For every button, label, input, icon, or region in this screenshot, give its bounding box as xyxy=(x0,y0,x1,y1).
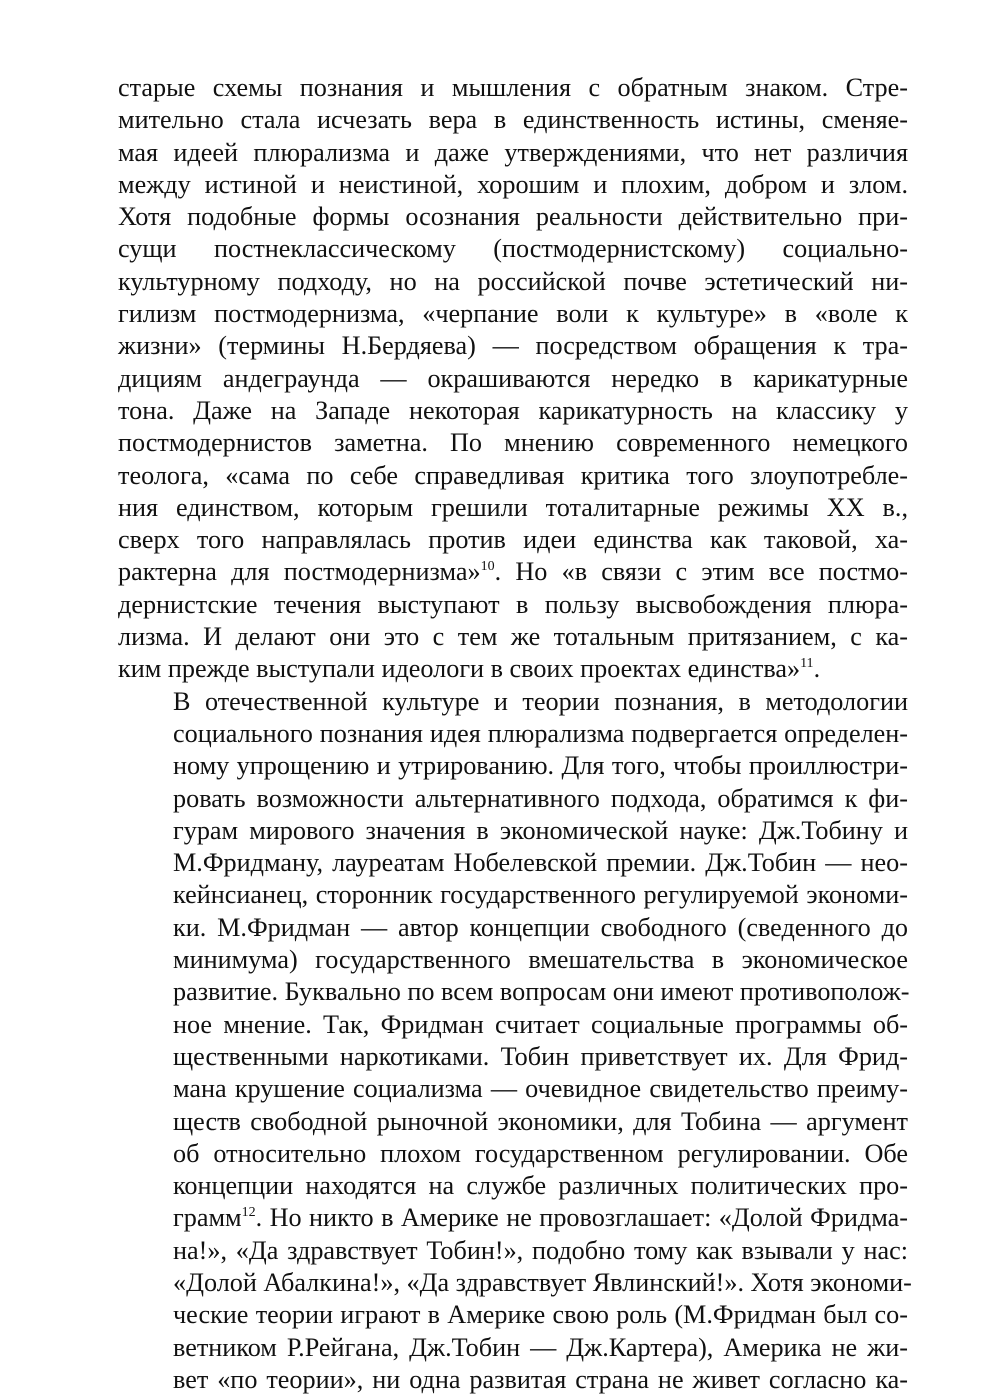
text-run: . Но «в связи с этим все постмо- xyxy=(494,557,908,587)
text-line xyxy=(118,1299,908,1331)
paragraph xyxy=(118,72,908,686)
text-run: мана крушение социализма — очевидное свидетельство преиму- xyxy=(173,1074,908,1104)
text-line xyxy=(118,815,908,847)
footnote-marker: 12 xyxy=(241,1205,256,1221)
text-run: ки. М.Фридман — автор концепции свободного (сведенного до xyxy=(173,912,908,942)
text-run: ное мнение. Так, Фридман считает социальные программы об- xyxy=(173,1009,908,1039)
text-line xyxy=(118,944,908,976)
text-run: лизма. И делают они это с тем же тотальным притязанием, с ка- xyxy=(118,622,908,652)
text-run: кейнсианец, сторонник государственного регулируемой экономи- xyxy=(173,880,908,910)
text-line xyxy=(118,1138,908,1170)
text-line xyxy=(118,1332,908,1364)
text-run: об относительно плохом государственном регулировании. Обе xyxy=(173,1138,908,1168)
text-line xyxy=(118,1170,908,1202)
text-run: щественными наркотиками. Тобин приветствует их. Для Фрид- xyxy=(173,1041,908,1071)
text-run: М.Фридману, лауреатам Нобелевской премии. Дж.Тобин — нео- xyxy=(173,848,908,878)
text-run: ветником Р.Рейгана, Дж.Тобин — Дж.Картера), Америка не жи- xyxy=(173,1332,908,1362)
text-run: рактерна для постмодернизма» xyxy=(118,557,481,587)
text-line xyxy=(118,460,908,492)
text-line xyxy=(118,524,908,556)
text-line xyxy=(118,427,908,459)
text-run: между истиной и неистиной, хорошим и плохим, добром и злом. xyxy=(118,169,908,199)
text-line xyxy=(118,363,908,395)
text-line xyxy=(118,233,908,265)
text-run: гурам мирового значения в экономической науке: Дж.Тобину и xyxy=(173,815,908,845)
text-run: «Долой Абалкина!», «Да здравствует Явлинский!». Хотя экономи- xyxy=(173,1267,912,1297)
text-line xyxy=(118,621,908,653)
text-line xyxy=(118,1009,908,1041)
footnote-marker: 10 xyxy=(480,559,495,575)
text-run: тона. Даже на Западе некоторая карикатурность на классику у xyxy=(118,395,908,425)
text-line xyxy=(118,556,908,588)
text-run: мая идеей плюрализма и даже утверждениями, что нет различия xyxy=(118,137,908,167)
paragraph xyxy=(118,686,912,1396)
text-line xyxy=(118,169,908,201)
text-run: старые схемы познания и мышления с обратным знаком. Стре- xyxy=(118,73,908,102)
text-run: . Но никто в Америке не провозглашает: «Долой Фридма- xyxy=(255,1203,908,1233)
page-body xyxy=(118,72,912,1396)
text-run: мительно стала исчезать вера в единственность истины, сменяе- xyxy=(118,105,908,135)
text-line xyxy=(118,1202,908,1234)
text-line xyxy=(118,266,908,298)
text-line xyxy=(118,72,908,104)
text-run: на!», «Да здравствует Тобин!», подобно тому как взывали у нас: xyxy=(173,1235,908,1265)
text-line xyxy=(118,847,908,879)
text-run: ким прежде выступали идеологи в своих проектах единства» xyxy=(118,654,801,684)
text-line xyxy=(118,1235,908,1267)
text-run: Хотя подобные формы осознания реальности действительно при- xyxy=(118,202,908,232)
text-run: вет «по теории», ни одна развитая страна не живет согласно ка- xyxy=(173,1364,908,1394)
text-line xyxy=(118,298,908,330)
text-run: ществ свободной рыночной экономики, для Тобина — аргумент xyxy=(173,1106,908,1136)
text-run: концепции находятся на службе различных политических про- xyxy=(173,1171,908,1201)
text-line xyxy=(118,104,908,136)
text-line xyxy=(118,492,908,524)
text-run: теолога, «сама по себе справедливая критика того злоупотребле- xyxy=(118,460,908,490)
text-line xyxy=(118,201,908,233)
text-run: гилизм постмодернизма, «черпание воли к культуре» в «воле к xyxy=(118,299,908,329)
text-line xyxy=(118,653,908,685)
text-line xyxy=(118,783,908,815)
text-line xyxy=(118,879,908,911)
text-run: минимума) государственного вмешательства в экономическое xyxy=(173,945,908,975)
text-line xyxy=(118,1106,908,1138)
text-line xyxy=(118,1267,912,1299)
text-line xyxy=(118,330,908,362)
text-run: сущи постнеклассическому (постмодернистскому) социально- xyxy=(118,234,908,264)
text-line xyxy=(118,718,908,750)
text-run: дициям андеграунда — окрашиваются нередко в карикатурные xyxy=(118,363,908,393)
text-run: ческие теории играют в Америке свою роль (М.Фридман был со- xyxy=(173,1300,908,1330)
footnote-marker: 11 xyxy=(800,656,814,672)
text-line xyxy=(118,912,908,944)
text-run: культурному подходу, но на российской почве эстетический ни- xyxy=(118,266,908,296)
text-run: развитие. Буквально по всем вопросам они имеют противополож- xyxy=(173,977,910,1007)
text-line xyxy=(118,750,908,782)
text-run: дернистские течения выступают в пользу высвобождения плюра- xyxy=(118,589,908,619)
text-run: социального познания идея плюрализма подвергается определен- xyxy=(173,718,908,748)
text-line xyxy=(118,1364,908,1396)
text-run: ния единством, которым грешили тоталитарные режимы XX в., xyxy=(118,492,908,522)
text-line xyxy=(118,589,908,621)
text-run: В отечественной культуре и теории познания, в методологии xyxy=(173,686,908,716)
text-line xyxy=(118,1073,908,1105)
text-run: грамм xyxy=(173,1203,242,1233)
text-line xyxy=(118,686,908,718)
text-line xyxy=(118,976,908,1008)
text-run: ровать возможности альтернативного подхода, обратимся к фи- xyxy=(173,783,908,813)
text-run: жизни» (термины Н.Бердяева) — посредством обращения к тра- xyxy=(118,331,908,361)
text-line xyxy=(118,395,908,427)
text-run: . xyxy=(813,654,821,684)
text-run: постмодернистов заметна. По мнению современного немецкого xyxy=(118,428,908,458)
text-run: ному упрощению и утрированию. Для того, чтобы проиллюстри- xyxy=(173,751,908,781)
text-line xyxy=(118,137,908,169)
text-line xyxy=(118,1041,908,1073)
text-run: сверх того направлялась против идеи единства как таковой, ха- xyxy=(118,525,908,555)
